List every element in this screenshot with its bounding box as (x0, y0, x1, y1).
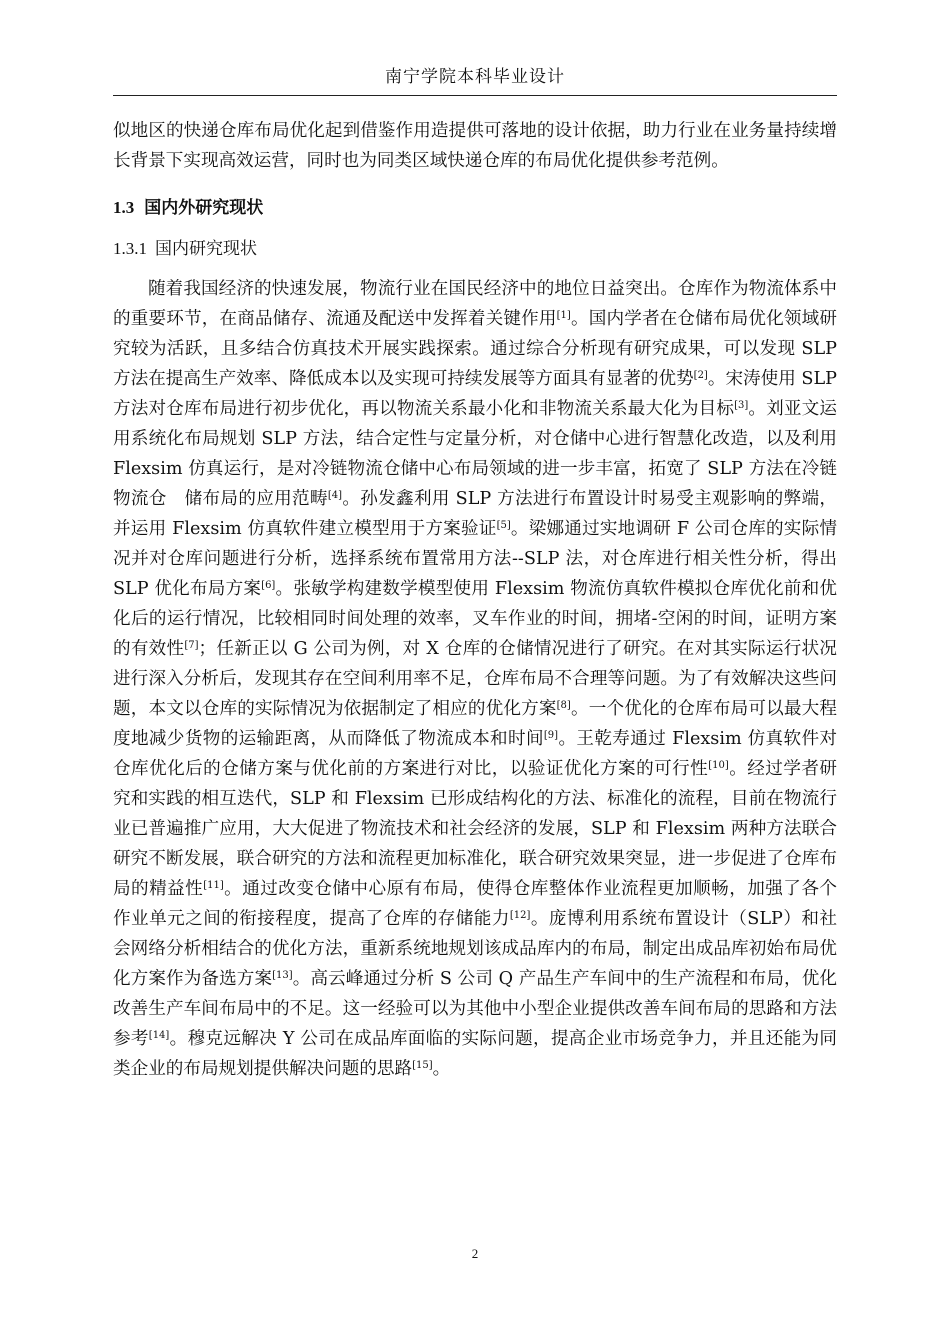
body-text-segment: 。 (432, 1059, 451, 1079)
citation-marker: [12] (509, 910, 531, 921)
citation-marker: [15] (412, 1060, 433, 1071)
citation-marker: [1] (556, 310, 571, 321)
header-divider (113, 95, 837, 96)
citation-marker: [8] (556, 700, 571, 711)
body-text-segment: 。通过改变仓储中心原有布局，使得仓库整体作业流程更加顺畅，加强了各个作业单元之间的衔接程度，提高了仓库的存储能力 (113, 879, 837, 929)
body-text-segment: 。梁娜通过实地调研 F 公司仓库的实际情况并对仓库问题进行分析，选择系统布置常用方法--SLP 法，对仓库进行相关性分析，得出 SLP 优化布局方案 (113, 519, 837, 599)
page-content (113, 116, 837, 1084)
body-text-segment: 。王乾寿通过 Flexsim 仿真软件对仓库优化后的仓储方案与优化前的方案进行对比，以验证优化方案的可行性 (113, 729, 837, 779)
citation-marker: [6] (261, 580, 276, 591)
body-text-segment: 。一个优化的仓库布局可以最大程度地减少货物的运输距离，从而降低了物流成本和时间 (113, 699, 837, 749)
body-text-segment: 。刘亚文运用系统化布局规划 SLP 方法，结合定性与定量分析，对仓储中心进行智慧化改造，以及利用 Flexsim 仿真运行，是对冷链物流仓储中心布局领域的进一步丰富，拓宽了 SLP 方法在冷链物流仓 储布局的应用范畴 (113, 399, 837, 509)
citation-marker: [10] (708, 760, 729, 771)
body-text-segment: 。张敏学构建数学模型使用 Flexsim 物流仿真软件模拟仓库优化前和优化后的运行情况，比较相同时间处理的效率，叉车作业的时间，拥堵-空闲的时间，证明方案的有效性 (113, 579, 837, 659)
subsection-heading (113, 234, 837, 264)
section-number: 1.3 (113, 198, 135, 217)
body-text-segment: 。经过学者研究和实践的相互迭代，SLP 和 Flexsim 已形成结构化的方法、标准化的流程，目前在物流行业已普遍推广应用，大大促进了物流技术和社会经济的发展，SLP 和 Flexsim 两种方法联合研究不断发展，联合研究的方法和流程更加标准化，联合研究效果突显，进一步促进了仓库布局的精益性 (113, 759, 837, 899)
section-title: 国内外研究现状 (144, 198, 264, 217)
intro-paragraph: 似地区的快递仓库布局优化起到借鉴作用造提供可落地的设计依据，助力行业在业务量持续增长背景下实现高效运营，同时也为同类区域快递仓库的布局优化提供参考范例。 (113, 121, 837, 171)
citation-marker: [5] (496, 520, 511, 531)
section-heading (113, 193, 837, 223)
citation-marker: [3] (734, 400, 749, 411)
body-paragraph (113, 274, 837, 1084)
citation-marker: [13] (272, 970, 293, 981)
citation-marker: [2] (693, 370, 708, 381)
body-text-segment: ；任新正以 G 公司为例，对 X 仓库的仓储情况进行了研究。在对其实际运行状况进行深入分析后，发现其存在空间利用率不足，仓库布局不合理等问题。为了有效解决这些问题，本文以仓库的实际情况为依据制定了相应的优化方案 (113, 639, 837, 719)
citation-marker: [9] (543, 730, 559, 741)
body-text-segment: 。宋涛使用 SLP 方法对仓库布局进行初步优化，再以物流关系最小化和非物流关系最大化为目标 (113, 369, 837, 419)
subsection-number: 1.3.1 (113, 239, 147, 258)
citation-marker: [14] (148, 1030, 170, 1041)
subsection-title: 国内研究现状 (155, 239, 257, 259)
citation-marker: [7] (184, 640, 199, 651)
body-text-segment: 随着我国经济的快速发展，物流行业在国民经济中的地位日益突出。仓库作为物流体系中的重要环节，在商品储存、流通及配送中发挥着关键作用 (113, 279, 837, 329)
body-text-segment: 。高云峰通过分析 S 公司 Q 产品生产车间中的生产流程和布局，优化改善生产车间布局中的不足。这一经验可以为其他中小型企业提供改善车间布局的思路和方法参考 (113, 969, 837, 1049)
body-text-segment: 。穆克远解决 Y 公司在成品库面临的实际问题，提高企业市场竞争力，并且还能为同类企业的布局规划提供解决问题的思路 (113, 1029, 837, 1079)
body-text-segment: 。庞博利用系统布置设计（SLP）和社会网络分析相结合的优化方法，重新系统地规划该成品库内的布局，制定出成品库初始布局优化方案作为备选方案 (113, 909, 837, 989)
body-text-segment: 。孙发鑫利用 SLP 方法进行布置设计时易受主观影响的弊端，并运用 Flexsim 仿真软件建立模型用于方案验证 (113, 489, 837, 539)
citation-marker: [4] (327, 490, 343, 501)
citation-marker: [11] (203, 880, 224, 891)
page-header: 南宁学院本科毕业设计 (385, 67, 565, 87)
body-text-segment: 。国内学者在仓储布局优化领域研究较为活跃，且多结合仿真技术开展实践探索。通过综合分析现有研究成果，可以发现 SLP 方法在提高生产效率、降低成本以及实现可持续发展等方面具有显著的优势 (113, 309, 837, 389)
page-number: 2 (471, 1246, 479, 1261)
